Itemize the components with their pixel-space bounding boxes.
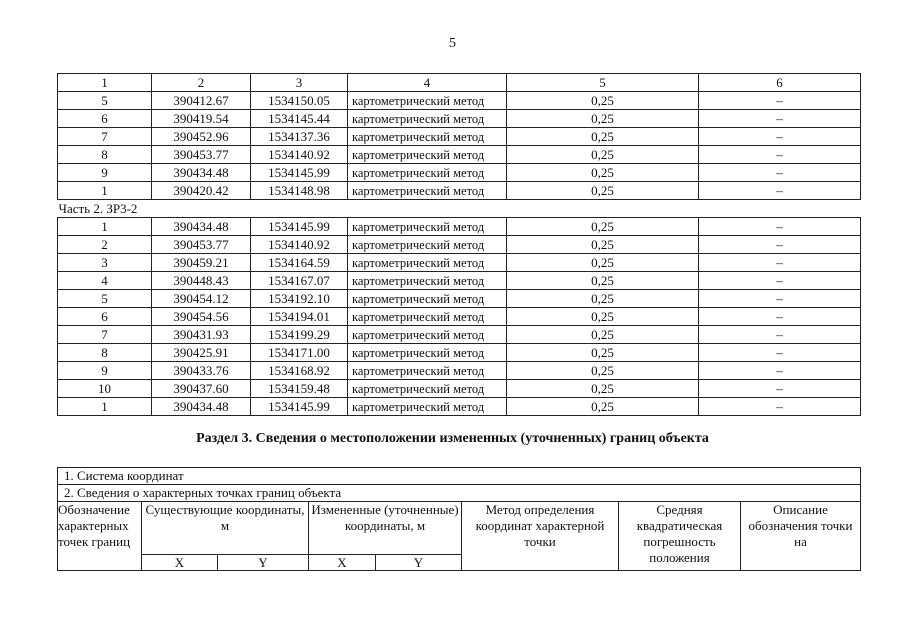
table-cell: картометрический метод <box>348 398 507 416</box>
table-row <box>58 380 861 398</box>
table-cell: 390419.54 <box>152 110 251 128</box>
table-cell: 1534140.92 <box>251 146 348 164</box>
changed-coords-header: Измененные (уточненные) координаты, м <box>309 502 462 555</box>
coordinates-table <box>57 73 861 416</box>
table-row <box>58 344 861 362</box>
table-cell: 390434.48 <box>152 398 251 416</box>
table-cell: 8 <box>58 344 152 362</box>
table-row <box>58 290 861 308</box>
designation-header: Обозначение характерных точек границ <box>58 502 142 571</box>
table-row <box>58 110 861 128</box>
table-cell: 0,25 <box>507 326 699 344</box>
table-cell: 7 <box>58 128 152 146</box>
error-header: Средняя квадратическая погрешность положения <box>619 502 741 571</box>
column-header-row <box>58 502 861 555</box>
table-cell: – <box>699 236 861 254</box>
table-row <box>58 254 861 272</box>
table-cell: – <box>699 92 861 110</box>
table-cell: 0,25 <box>507 164 699 182</box>
table-cell: 1534145.99 <box>251 398 348 416</box>
table-cell: 2 <box>58 236 152 254</box>
table-cell: 1534171.00 <box>251 344 348 362</box>
table-cell: 0,25 <box>507 272 699 290</box>
table-cell: картометрический метод <box>348 146 507 164</box>
table-cell: 390448.43 <box>152 272 251 290</box>
table-cell: 0,25 <box>507 128 699 146</box>
table-cell: 1534199.29 <box>251 326 348 344</box>
table-cell: 390437.60 <box>152 380 251 398</box>
table-cell: картометрический метод <box>348 272 507 290</box>
column-number-header: 1 <box>58 74 152 92</box>
table-cell: картометрический метод <box>348 344 507 362</box>
table-cell: картометрический метод <box>348 326 507 344</box>
changed-x-header: X <box>309 555 376 571</box>
table-cell: – <box>699 164 861 182</box>
table-row <box>58 128 861 146</box>
changed-y-header: Y <box>376 555 462 571</box>
column-number-header: 5 <box>507 74 699 92</box>
existing-x-header: X <box>142 555 218 571</box>
method-header: Метод определения координат характерной точки <box>462 502 619 571</box>
table-cell: картометрический метод <box>348 362 507 380</box>
table-cell: 390420.42 <box>152 182 251 200</box>
table-cell: 9 <box>58 362 152 380</box>
table-cell: – <box>699 272 861 290</box>
table-row <box>58 362 861 380</box>
table-cell: 1534192.10 <box>251 290 348 308</box>
table-row <box>58 326 861 344</box>
table-cell: картометрический метод <box>348 92 507 110</box>
points-info-label: 2. Сведения о характерных точках границ объекта <box>58 485 861 502</box>
table-cell: 7 <box>58 326 152 344</box>
table-cell: 0,25 <box>507 110 699 128</box>
table-cell: 3 <box>58 254 152 272</box>
table-cell: 0,25 <box>507 308 699 326</box>
table-cell: картометрический метод <box>348 164 507 182</box>
table-cell: 1 <box>58 398 152 416</box>
table-cell: – <box>699 290 861 308</box>
table-row <box>58 308 861 326</box>
table-cell: 390454.12 <box>152 290 251 308</box>
table-cell: картометрический метод <box>348 218 507 236</box>
table-cell: 390434.48 <box>152 164 251 182</box>
table-cell: 4 <box>58 272 152 290</box>
table-cell: 390425.91 <box>152 344 251 362</box>
table-cell: картометрический метод <box>348 128 507 146</box>
table-cell: 1534145.99 <box>251 164 348 182</box>
table-cell: – <box>699 254 861 272</box>
table-cell: – <box>699 326 861 344</box>
table-cell: картометрический метод <box>348 254 507 272</box>
page-number: 5 <box>449 36 456 51</box>
table-row <box>58 146 861 164</box>
table-cell: 0,25 <box>507 344 699 362</box>
table-cell: – <box>699 308 861 326</box>
table-cell: – <box>699 344 861 362</box>
table-cell: 0,25 <box>507 182 699 200</box>
column-number-header: 6 <box>699 74 861 92</box>
table-cell: 6 <box>58 110 152 128</box>
table-cell: 1534150.05 <box>251 92 348 110</box>
table-cell: 1534164.59 <box>251 254 348 272</box>
table-cell: 1534168.92 <box>251 362 348 380</box>
part2-title-row <box>58 200 861 218</box>
table-cell: 0,25 <box>507 380 699 398</box>
table-cell: 390452.96 <box>152 128 251 146</box>
table-cell: 10 <box>58 380 152 398</box>
table-cell: 390434.48 <box>152 218 251 236</box>
table-cell: – <box>699 380 861 398</box>
points-info-row <box>58 485 861 502</box>
table-row <box>58 236 861 254</box>
table-cell: 0,25 <box>507 254 699 272</box>
table-cell: 5 <box>58 92 152 110</box>
table-row <box>58 182 861 200</box>
table-cell: – <box>699 182 861 200</box>
table-cell: 0,25 <box>507 398 699 416</box>
table-cell: картометрический метод <box>348 308 507 326</box>
column-number-header: 4 <box>348 74 507 92</box>
table-row <box>58 164 861 182</box>
table-cell: 390454.56 <box>152 308 251 326</box>
column-number-header: 2 <box>152 74 251 92</box>
table-cell: – <box>699 110 861 128</box>
table-cell: 0,25 <box>507 146 699 164</box>
table-cell: 1534148.98 <box>251 182 348 200</box>
table-cell: 1534145.44 <box>251 110 348 128</box>
table-cell: 1534145.99 <box>251 218 348 236</box>
table-cell: 1534140.92 <box>251 236 348 254</box>
table-cell: 390459.21 <box>152 254 251 272</box>
description-header: Описание обозначения точки на <box>741 502 861 571</box>
column-number-header: 3 <box>251 74 348 92</box>
table-cell: – <box>699 362 861 380</box>
section3-table <box>57 467 861 571</box>
table-cell: 9 <box>58 164 152 182</box>
table-cell: 1 <box>58 182 152 200</box>
table-cell: 1534159.48 <box>251 380 348 398</box>
table-cell: 390431.93 <box>152 326 251 344</box>
table-row <box>58 92 861 110</box>
table-cell: картометрический метод <box>348 236 507 254</box>
existing-y-header: Y <box>218 555 309 571</box>
table-cell: 1534194.01 <box>251 308 348 326</box>
table-cell: 390453.77 <box>152 146 251 164</box>
table-cell: 1 <box>58 218 152 236</box>
table-cell: – <box>699 146 861 164</box>
table-cell: 0,25 <box>507 236 699 254</box>
table-cell: – <box>699 398 861 416</box>
table-cell: 6 <box>58 308 152 326</box>
part2-title: Часть 2. ЗР3-2 <box>58 200 861 218</box>
section3-heading: Раздел 3. Сведения о местоположении измененных (уточненных) границ объекта <box>196 431 709 446</box>
table-cell: 390412.67 <box>152 92 251 110</box>
table-cell: картометрический метод <box>348 182 507 200</box>
table-row <box>58 218 861 236</box>
table-cell: картометрический метод <box>348 110 507 128</box>
table-cell: 0,25 <box>507 362 699 380</box>
table-cell: 0,25 <box>507 92 699 110</box>
table-cell: – <box>699 218 861 236</box>
table-cell: 0,25 <box>507 290 699 308</box>
table-cell: 390453.77 <box>152 236 251 254</box>
table-cell: 390433.76 <box>152 362 251 380</box>
table-cell: 5 <box>58 290 152 308</box>
table-row <box>58 398 861 416</box>
existing-coords-header: Существующие координаты, м <box>142 502 309 555</box>
table-cell: 8 <box>58 146 152 164</box>
coordinate-system-label: 1. Система координат <box>58 468 861 485</box>
table-cell: картометрический метод <box>348 380 507 398</box>
table-cell: картометрический метод <box>348 290 507 308</box>
table-cell: 1534167.07 <box>251 272 348 290</box>
table-cell: 0,25 <box>507 218 699 236</box>
table-header-row <box>58 74 861 92</box>
table-row <box>58 272 861 290</box>
table-cell: 1534137.36 <box>251 128 348 146</box>
coordinate-system-row <box>58 468 861 485</box>
table-cell: – <box>699 128 861 146</box>
